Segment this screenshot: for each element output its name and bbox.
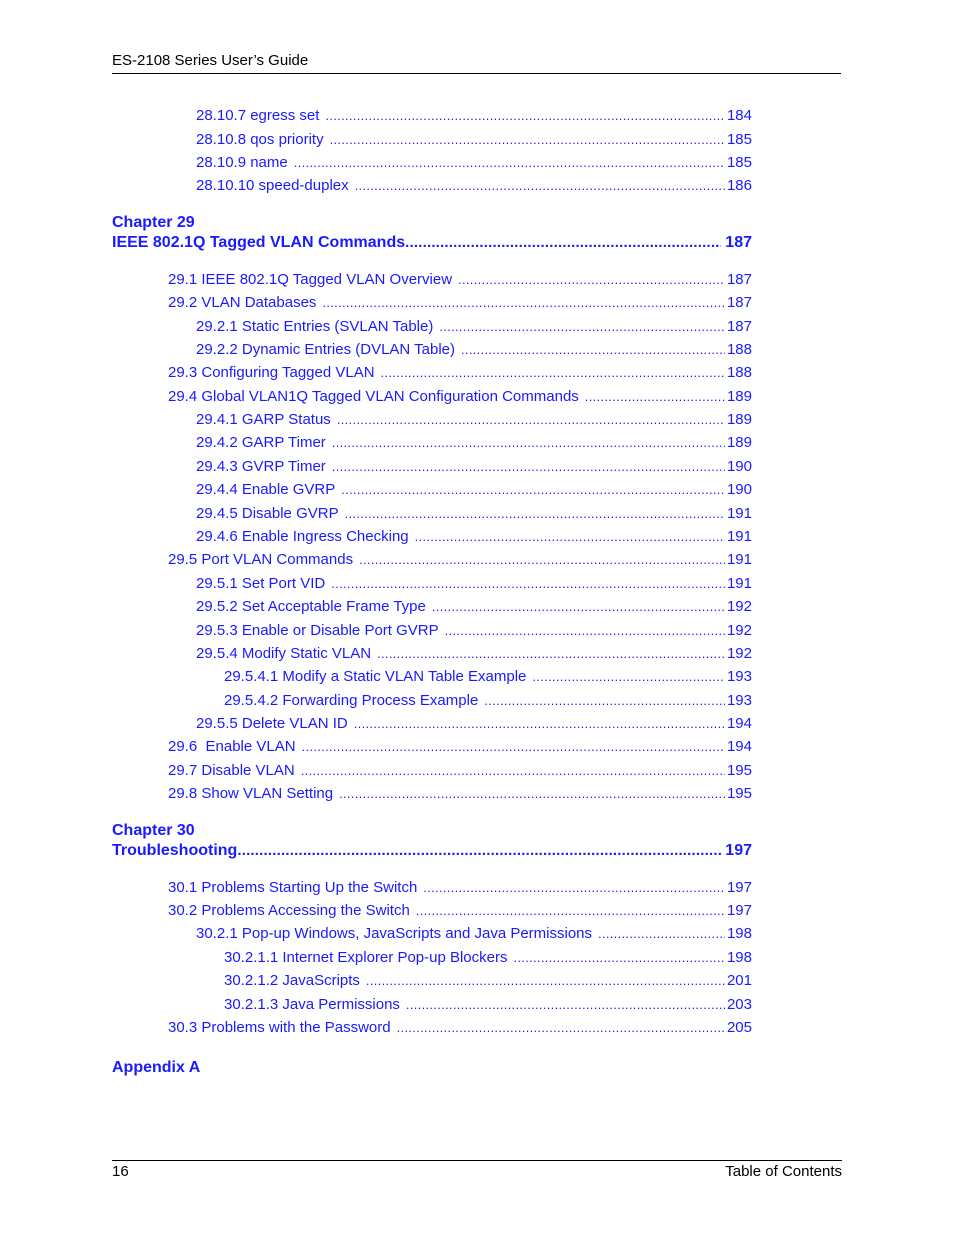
toc-entry[interactable] bbox=[196, 176, 752, 196]
toc-entry[interactable] bbox=[168, 761, 752, 781]
toc-entry-label: 29.7 Disable VLAN bbox=[168, 762, 295, 779]
chapter-29-label[interactable]: Chapter 29 bbox=[112, 214, 195, 231]
toc-entry-page: 205 bbox=[726, 1019, 752, 1036]
toc-entry-page: 195 bbox=[726, 785, 752, 802]
appendix-a-label[interactable]: Appendix A bbox=[112, 1059, 201, 1076]
toc-entry-label: 29.3 Configuring Tagged VLAN bbox=[168, 364, 375, 381]
toc-entry-label: 29.5.4 Modify Static VLAN bbox=[196, 645, 372, 662]
toc-entry-page: 193 bbox=[726, 692, 752, 709]
toc-entry-label: 29.1 IEEE 802.1Q Tagged VLAN Overview bbox=[168, 271, 453, 288]
toc-entry-page: 194 bbox=[726, 715, 752, 732]
toc-entry-page: 193 bbox=[726, 668, 752, 685]
toc-entry[interactable] bbox=[168, 387, 752, 407]
toc-entry-page: 185 bbox=[726, 154, 752, 171]
toc-entry-page: 191 bbox=[726, 551, 752, 568]
toc-entry[interactable] bbox=[196, 106, 752, 126]
toc-entry-label: 29.4.4 Enable GVRP bbox=[196, 481, 336, 498]
toc-entry-label: 29.2.2 Dynamic Entries (DVLAN Table) bbox=[196, 341, 455, 358]
toc-entry-page: 186 bbox=[726, 177, 752, 194]
toc-entry-page: 197 bbox=[726, 902, 752, 919]
toc-entry-page: 192 bbox=[726, 645, 752, 662]
toc-entry[interactable] bbox=[224, 995, 752, 1015]
toc-entry[interactable] bbox=[168, 363, 752, 383]
page-header bbox=[112, 52, 841, 74]
toc-entry-page: 192 bbox=[726, 598, 752, 615]
chapter-page: 197 bbox=[725, 842, 752, 859]
toc-entry-label: 29.4.2 GARP Timer bbox=[196, 434, 326, 451]
toc-entry[interactable] bbox=[224, 948, 752, 968]
toc-entry-label: 29.6 Enable VLAN bbox=[168, 738, 296, 755]
toc-entry-label: 30.2.1.3 Java Permissions bbox=[224, 996, 400, 1013]
toc-entry[interactable] bbox=[196, 527, 752, 547]
toc-entry-page: 198 bbox=[726, 949, 752, 966]
toc-entry-label: 29.5.3 Enable or Disable Port GVRP bbox=[196, 622, 439, 639]
toc-entry[interactable] bbox=[168, 1018, 752, 1038]
toc-entry[interactable] bbox=[224, 971, 752, 991]
toc-entry-label: 29.4 Global VLAN1Q Tagged VLAN Configuration Commands bbox=[168, 388, 579, 405]
chapter-title: IEEE 802.1Q Tagged VLAN Commands bbox=[112, 234, 406, 251]
toc-entry[interactable] bbox=[196, 317, 752, 337]
toc-entry-page: 187 bbox=[726, 318, 752, 335]
toc-entry-label: 28.10.7 egress set bbox=[196, 107, 320, 124]
toc-entry[interactable] bbox=[196, 457, 752, 477]
toc-entry-page: 188 bbox=[726, 364, 752, 381]
toc-entry-page: 185 bbox=[726, 131, 752, 148]
toc-entry-label: 28.10.10 speed-duplex bbox=[196, 177, 349, 194]
toc-entry-label: 30.2 Problems Accessing the Switch bbox=[168, 902, 410, 919]
toc-entry[interactable] bbox=[196, 433, 752, 453]
toc-entry-label: 28.10.8 qos priority bbox=[196, 131, 324, 148]
toc-entry[interactable] bbox=[224, 691, 752, 711]
toc-entry[interactable] bbox=[196, 480, 752, 500]
toc-entry-page: 187 bbox=[726, 294, 752, 311]
toc-entry[interactable] bbox=[196, 130, 752, 150]
toc-entry-label: 30.3 Problems with the Password bbox=[168, 1019, 391, 1036]
toc-entry-page: 197 bbox=[726, 879, 752, 896]
toc-entry-label: 29.5.4.2 Forwarding Process Example bbox=[224, 692, 479, 709]
toc-entry-label: 30.2.1.2 JavaScripts bbox=[224, 972, 360, 989]
toc-entry-label: 30.2.1 Pop-up Windows, JavaScripts and Java Permissions bbox=[196, 925, 593, 942]
toc-entry-label: 29.8 Show VLAN Setting bbox=[168, 785, 334, 802]
toc-entry-label: 29.4.6 Enable Ingress Checking bbox=[196, 528, 409, 545]
page-number: 16 bbox=[112, 1163, 129, 1180]
chapter-title: Troubleshooting bbox=[112, 842, 238, 859]
toc-entry[interactable] bbox=[224, 667, 752, 687]
toc-entry-label: 29.5.1 Set Port VID bbox=[196, 575, 326, 592]
toc-entry[interactable] bbox=[196, 621, 752, 641]
toc-entry-page: 191 bbox=[726, 505, 752, 522]
toc-entry-page: 189 bbox=[726, 411, 752, 428]
page-footer bbox=[112, 1160, 842, 1180]
toc-entry-label: 29.4.1 GARP Status bbox=[196, 411, 331, 428]
toc-entry-label: 29.4.5 Disable GVRP bbox=[196, 505, 339, 522]
toc-entry-page: 194 bbox=[726, 738, 752, 755]
toc-entry-page: 192 bbox=[726, 622, 752, 639]
chapter-page: 187 bbox=[725, 234, 752, 251]
toc-entry-page: 190 bbox=[726, 481, 752, 498]
toc-entry[interactable] bbox=[196, 714, 752, 734]
toc-entry-page: 191 bbox=[726, 528, 752, 545]
toc-entry[interactable] bbox=[168, 901, 752, 921]
toc-entry[interactable] bbox=[168, 878, 752, 898]
toc-entry[interactable] bbox=[168, 270, 752, 290]
toc-entry-label: 29.5 Port VLAN Commands bbox=[168, 551, 354, 568]
toc-entry[interactable] bbox=[196, 574, 752, 594]
toc-entry[interactable] bbox=[168, 550, 752, 570]
toc-entry[interactable] bbox=[196, 504, 752, 524]
toc-entry[interactable] bbox=[196, 410, 752, 430]
toc-entry-page: 188 bbox=[726, 341, 752, 358]
toc-entry-page: 198 bbox=[726, 925, 752, 942]
toc-entry-label: 29.5.2 Set Acceptable Frame Type bbox=[196, 598, 426, 615]
toc-entry-page: 184 bbox=[726, 107, 752, 124]
toc-entry-label: 29.5.5 Delete VLAN ID bbox=[196, 715, 348, 732]
toc-entry-page: 203 bbox=[726, 996, 752, 1013]
toc-entry-label: 30.1 Problems Starting Up the Switch bbox=[168, 879, 418, 896]
toc-entry-page: 191 bbox=[726, 575, 752, 592]
toc-entry-page: 189 bbox=[726, 388, 752, 405]
toc-entry-page: 189 bbox=[726, 434, 752, 451]
toc-entry[interactable] bbox=[168, 737, 752, 757]
toc-entry[interactable] bbox=[196, 597, 752, 617]
section-name: Table of Contents bbox=[725, 1163, 842, 1180]
toc-entry[interactable] bbox=[168, 784, 752, 804]
toc-entry-page: 201 bbox=[726, 972, 752, 989]
toc-entry[interactable] bbox=[196, 924, 752, 944]
toc-entry-label: 29.4.3 GVRP Timer bbox=[196, 458, 326, 475]
toc-entry-label: 30.2.1.1 Internet Explorer Pop-up Blockers bbox=[224, 949, 508, 966]
toc-entry-page: 190 bbox=[726, 458, 752, 475]
toc-entry-label: 29.2.1 Static Entries (SVLAN Table) bbox=[196, 318, 434, 335]
toc-entry-label: 28.10.9 name bbox=[196, 154, 288, 171]
toc-entry-label: 29.2 VLAN Databases bbox=[168, 294, 317, 311]
toc-entry-page: 187 bbox=[726, 271, 752, 288]
chapter-29-title[interactable] bbox=[112, 233, 752, 253]
toc-entry[interactable] bbox=[196, 644, 752, 664]
toc-entry[interactable] bbox=[168, 293, 752, 313]
document-title: ES-2108 Series User’s Guide bbox=[112, 52, 309, 69]
toc-entry-page: 195 bbox=[726, 762, 752, 779]
chapter-30-label[interactable]: Chapter 30 bbox=[112, 822, 195, 839]
toc-entry[interactable] bbox=[196, 153, 752, 173]
chapter-30-title[interactable] bbox=[112, 841, 752, 861]
toc-entry[interactable] bbox=[196, 340, 752, 360]
toc-entry-label: 29.5.4.1 Modify a Static VLAN Table Example bbox=[224, 668, 527, 685]
